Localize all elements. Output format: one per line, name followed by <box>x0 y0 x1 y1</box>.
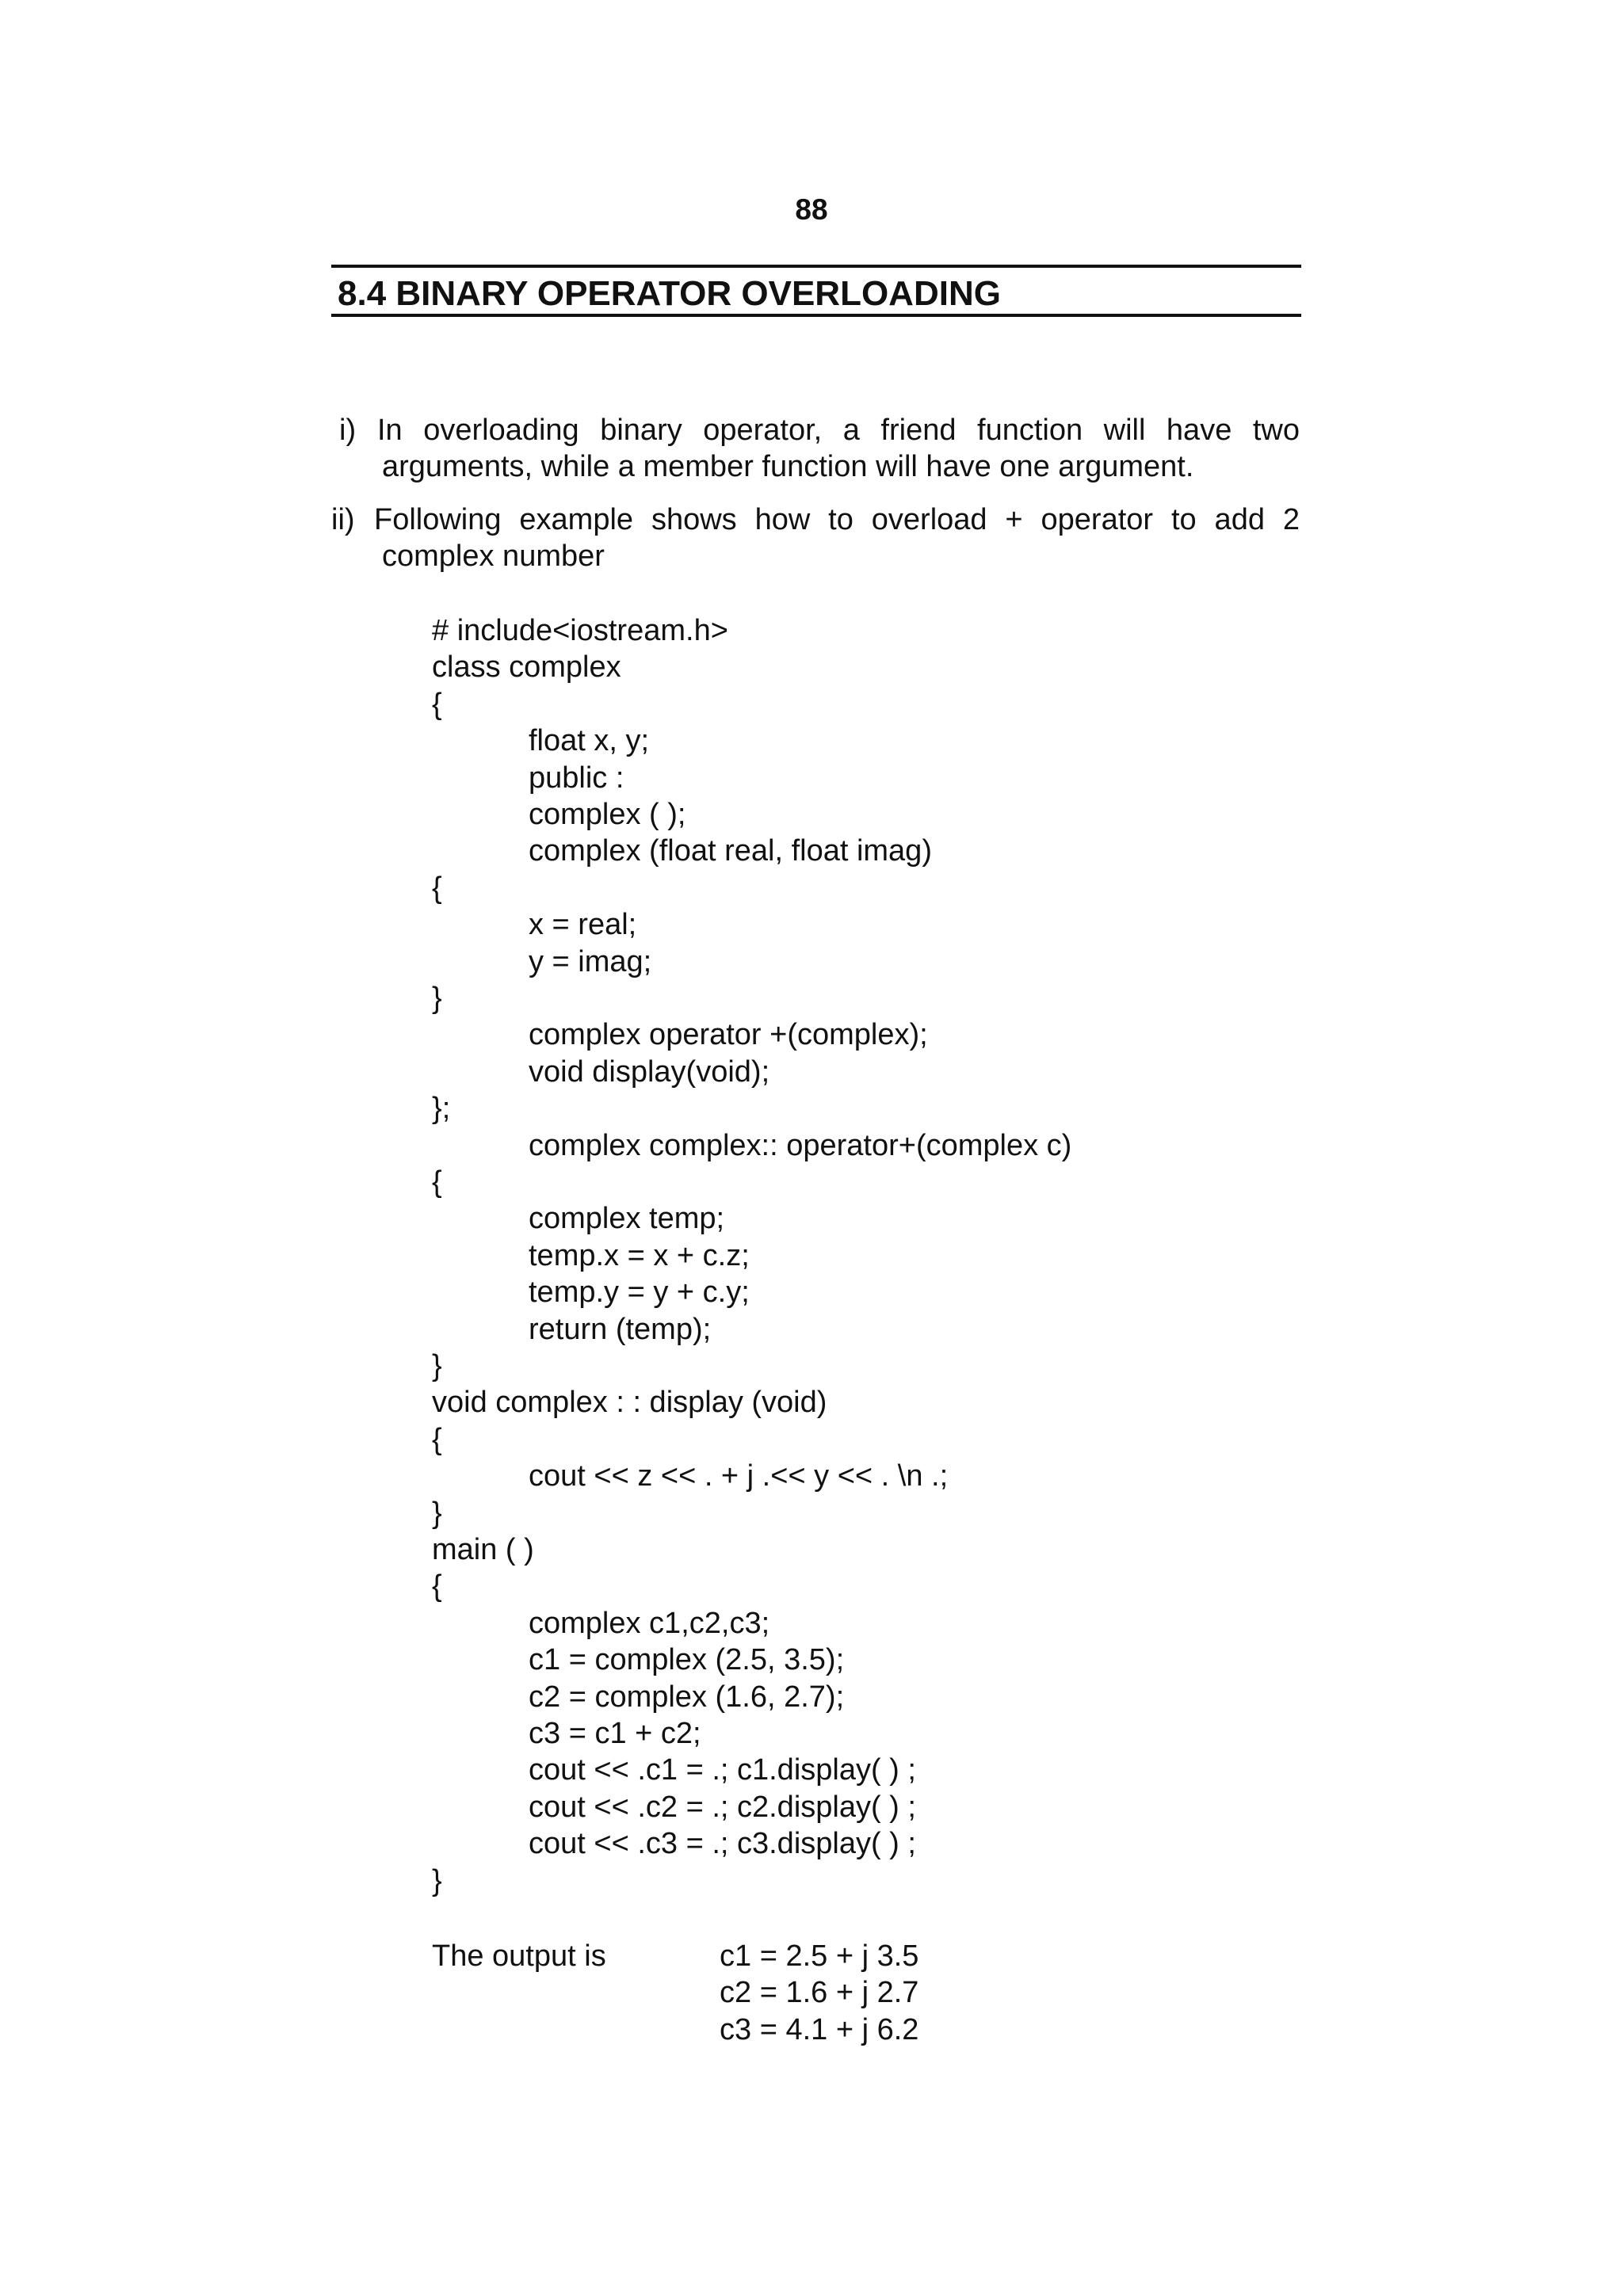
code-line: { <box>432 687 442 721</box>
code-line: { <box>432 1422 442 1456</box>
code-line: y = imag; <box>529 944 652 978</box>
output-line: c1 = 2.5 + j 3.5 <box>720 1939 919 1973</box>
point-ii-label: ii) <box>331 503 355 536</box>
code-line: c3 = c1 + c2; <box>529 1717 701 1750</box>
output-line: c3 = 4.1 + j 6.2 <box>720 2012 919 2046</box>
point-i-text: In overloading binary operator, a friend function will have two arguments, while a member function will have one argument. <box>377 414 1300 483</box>
output-line: c2 = 1.6 + j 2.7 <box>720 1976 919 2010</box>
code-line: float x, y; <box>529 724 650 758</box>
code-line: c2 = complex (1.6, 2.7); <box>529 1680 845 1714</box>
code-line: } <box>432 1496 442 1530</box>
page-number: 88 <box>795 193 828 226</box>
code-line: c1 = complex (2.5, 3.5); <box>529 1643 845 1677</box>
code-line: temp.x = x + c.z; <box>529 1238 750 1272</box>
code-line: public : <box>529 761 624 795</box>
code-line: x = real; <box>529 908 637 942</box>
code-line: cout << .c1 = .; c1.display( ) ; <box>529 1753 916 1787</box>
code-line: complex ( ); <box>529 798 686 831</box>
code-line: class complex <box>432 650 621 685</box>
code-line: }; <box>432 1092 451 1126</box>
code-line: { <box>432 1165 442 1199</box>
code-line: complex temp; <box>529 1202 725 1236</box>
code-line: cout << .c2 = .; c2.display( ) ; <box>529 1790 916 1824</box>
code-line: } <box>432 982 442 1015</box>
code-line: main ( ) <box>432 1533 534 1566</box>
point-ii-text: Following example shows how to overload + operator to add 2 complex number <box>374 503 1300 573</box>
code-line: { <box>432 871 442 905</box>
code-line: return (temp); <box>529 1312 712 1346</box>
code-line: complex operator +(complex); <box>529 1018 928 1052</box>
code-line: # include<iostream.h> <box>432 614 728 647</box>
point-i <box>339 412 1300 485</box>
point-i-label: i) <box>339 414 357 447</box>
code-line: complex (float real, float imag) <box>529 834 932 868</box>
point-ii <box>331 502 1300 574</box>
code-line: void display(void); <box>529 1055 770 1089</box>
code-line: } <box>432 1863 442 1897</box>
section-heading: 8.4 BINARY OPERATOR OVERLOADING <box>338 274 1001 313</box>
code-line: temp.y = y + c.y; <box>529 1276 750 1310</box>
code-line: void complex : : display (void) <box>432 1386 827 1420</box>
code-line: } <box>432 1349 442 1383</box>
code-line: complex c1,c2,c3; <box>529 1606 770 1640</box>
output-label: The output is <box>432 1939 606 1973</box>
section-heading-box <box>331 265 1301 317</box>
code-line: complex complex:: operator+(complex c) <box>529 1128 1072 1162</box>
code-line: { <box>432 1569 442 1604</box>
code-line: cout << z << . + j .<< y << . \n .; <box>529 1459 949 1493</box>
code-line: cout << .c3 = .; c3.display( ) ; <box>529 1827 916 1861</box>
